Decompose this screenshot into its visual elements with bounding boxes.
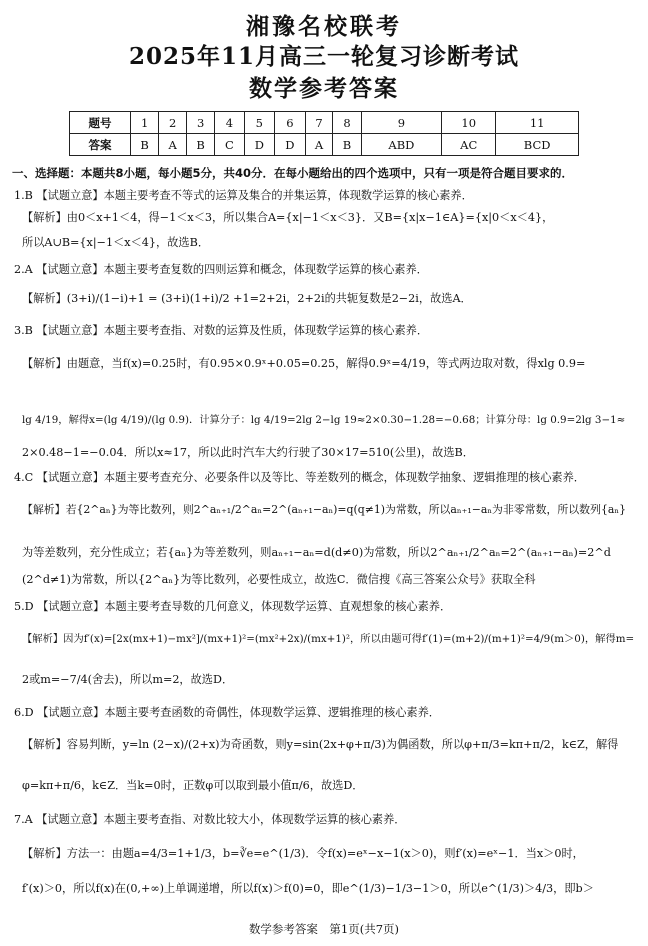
answer-line: φ=kπ+π/6，k∈Z．当k=0时，正数φ可以取到最小值π/6，故选D． (22, 779, 364, 792)
exam-org-title: 湘豫名校联考 (246, 13, 402, 40)
answer-line: 【解析】容易判断，y=ln (2−x)/(2+x)为奇函数，则y=sin(2x+φ+π/3)为偶函数，所以φ+π/3=kπ+π/2，k∈Z，解得 (22, 738, 619, 751)
section-heading: 一、选择题：本题共8小题，每小题5分，共40分．在每小题给出的四个选项中，只有一项是符合题目要求的． (12, 166, 574, 180)
table-cell: C (215, 134, 244, 156)
table-row-answers (70, 134, 579, 156)
page-footer: 数学参考答案 第1页(共7页) (248, 922, 400, 936)
answer-line: 1.B 【试题立意】本题主要考查不等式的运算及集合的并集运算，体现数学运算的核心素养． (14, 189, 473, 202)
table-cell: A (305, 134, 333, 156)
answer-line: 4.C 【试题立意】本题主要考查充分、必要条件以及等比、等差数列的概念，体现数学抽象、逻辑推理的核心素养． (14, 471, 585, 484)
table-cell: 10 (442, 112, 496, 134)
table-cell: D (275, 134, 306, 156)
answer-line: 【解析】由题意，当f(x)=0.25时，有0.95×0.9ˣ+0.05=0.25，解得0.9ˣ=4/19，等式两边取对数，得xlg 0.9= (22, 357, 586, 370)
table-cell: D (244, 134, 275, 156)
answer-line: lg 4/19，解得x=(lg 4/19)/(lg 0.9)．计算分子：lg 4/19=2lg 2−lg 19≈2×0.30−1.28=−0.68；计算分母：lg 0.9=2lg 3−1≈ (22, 414, 626, 426)
table-cell: 6 (275, 112, 306, 134)
row-label: 答案 (70, 134, 131, 156)
answer-line: 【解析】方法一：由题a=4/3=1+1/3，b=∛e=e^(1/3)．令f(x)=eˣ−x−1(x＞0)，则f′(x)=eˣ−1．当x＞0时， (22, 847, 584, 860)
table-cell: A (159, 134, 187, 156)
answer-line: 2或m=−7/4(舍去)，所以m=2，故选D． (22, 673, 234, 686)
table-cell: 3 (187, 112, 215, 134)
answer-line: (2^d≠1)为常数，所以{2^aₙ}为等比数列，必要性成立，故选C．微信搜《高三答案公众号》获取全科 (22, 573, 536, 586)
answer-line: 5.D 【试题立意】本题主要考查导数的几何意义，体现数学运算、直观想象的核心素养． (14, 600, 452, 613)
table-cell: ABD (361, 134, 442, 156)
answer-line: 6.D 【试题立意】本题主要考查函数的奇偶性，体现数学运算、逻辑推理的核心素养． (14, 706, 440, 719)
answer-line: f′(x)＞0，所以f(x)在(0,+∞)上单调递增，所以f(x)＞f(0)=0，即e^(1/3)−1/3−1＞0，所以e^(1/3)＞4/3，即b＞ (22, 882, 594, 895)
answer-line: 7.A 【试题立意】本题主要考查指、对数比较大小，体现数学运算的核心素养． (14, 813, 406, 826)
answer-line: 3.B 【试题立意】本题主要考查指、对数的运算及性质，体现数学运算的核心素养． (14, 324, 429, 337)
table-cell: 5 (244, 112, 275, 134)
answer-line: 【解析】若{2^aₙ}为等比数列，则2^aₙ₊₁/2^aₙ=2^(aₙ₊₁−aₙ)=q(q≠1)为常数，所以aₙ₊₁−aₙ为非零常数，所以数列{aₙ} (22, 503, 627, 516)
table-cell: 2 (159, 112, 187, 134)
table-cell: 4 (215, 112, 244, 134)
table-cell: 8 (333, 112, 361, 134)
answer-line: 2×0.48−1=−0.04．所以x≈17，所以此时汽车大约行驶了30×17=510(公里)，故选B． (22, 446, 474, 459)
table-cell: 11 (496, 112, 579, 134)
row-label: 题号 (70, 112, 131, 134)
table-cell: BCD (496, 134, 579, 156)
table-cell: B (333, 134, 361, 156)
answer-line: 为等差数列，充分性成立；若{aₙ}为等差数列，则aₙ₊₁−aₙ=d(d≠0)为常数，所以2^aₙ₊₁/2^aₙ=2^(aₙ₊₁−aₙ)=2^d (22, 546, 611, 559)
table-cell: 9 (361, 112, 442, 134)
doc-title: 数学参考答案 (249, 75, 399, 102)
table-cell: B (187, 134, 215, 156)
exam-title: 2025年11月高三一轮复习诊断考试 (128, 43, 520, 70)
table-row-numbers (70, 112, 579, 134)
table-cell: AC (442, 134, 496, 156)
answer-line: 【解析】由0＜x+1＜4，得−1＜x＜3，所以集合A={x|−1＜x＜3}．又B={x|x−1∈A}={x|0＜x＜4}， (22, 211, 554, 224)
answer-table (69, 111, 579, 156)
answer-line: 【解析】因为f′(x)=[2x(mx+1)−mx²]/(mx+1)²=(mx²+2x)/(mx+1)²，所以由题可得f′(1)=(m+2)/(m+1)²=4/9(m＞0)，解得m= (22, 633, 635, 645)
answer-line: 2.A 【试题立意】本题主要考查复数的四则运算和概念，体现数学运算的核心素养． (14, 263, 428, 276)
answer-line: 所以A∪B={x|−1＜x＜4}，故选B． (22, 236, 210, 249)
table-cell: 1 (131, 112, 159, 134)
answer-line: 【解析】(3+i)/(1−i)+1 = (3+i)(1+i)/2 +1=2+2i，2+2i的共轭复数是2−2i，故选A． (22, 292, 472, 305)
table-cell: B (131, 134, 159, 156)
table-cell: 7 (305, 112, 333, 134)
